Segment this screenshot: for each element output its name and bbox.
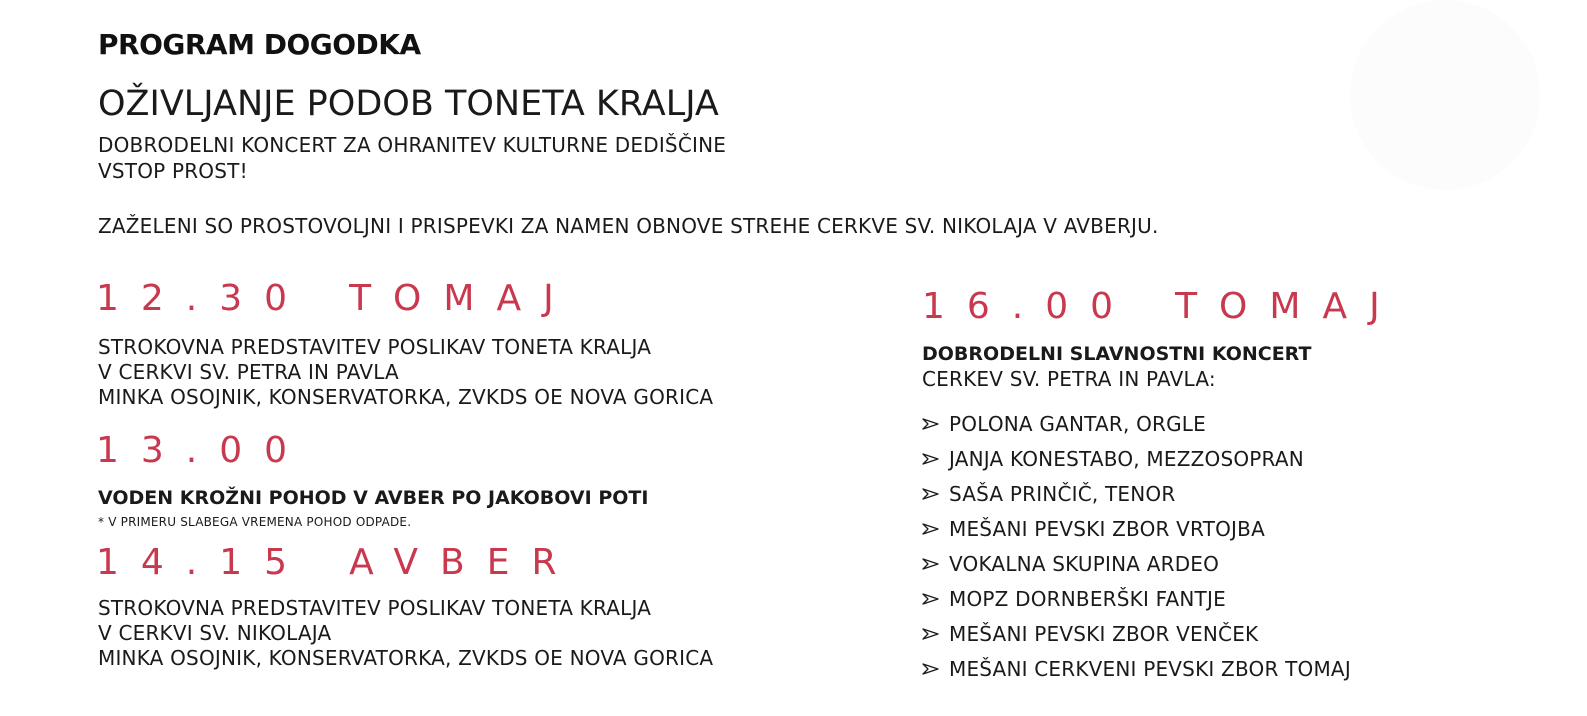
- performer-item: [922, 441, 1351, 476]
- schedule-heading: [922, 286, 1402, 327]
- bullet-arrow-icon: [922, 627, 940, 641]
- performer-name: MEŠANI PEVSKI ZBOR VRTOJBA: [949, 516, 1265, 541]
- concert-venue: CERKEV SV. PETRA IN PAVLA:: [922, 367, 1216, 391]
- entry-note: VSTOP PROST!: [98, 159, 248, 183]
- performer-item: [922, 616, 1351, 651]
- concert-title: DOBRODELNI SLAVNOSTNI KONCERT: [922, 343, 1312, 365]
- description-line: STROKOVNA PREDSTAVITEV POSLIKAV TONETA KRALJA: [98, 335, 652, 359]
- performer-list: [922, 406, 1351, 686]
- bullet-arrow-icon: [922, 592, 940, 606]
- bullet-arrow-icon: [922, 662, 940, 676]
- bullet-arrow-icon: [922, 522, 940, 536]
- event-title: OŽIVLJANJE PODOB TONETA KRALJA: [98, 84, 719, 124]
- performer-name: MEŠANI PEVSKI ZBOR VENČEK: [949, 621, 1259, 646]
- bullet-arrow-icon: [922, 487, 940, 501]
- program-label: PROGRAM DOGODKA: [98, 28, 421, 61]
- performer-item: [922, 581, 1351, 616]
- donation-text: ZAŽELENI SO PROSTOVOLJNI I PRISPEVKI ZA NAMEN OBNOVE STREHE CERKVE SV. NIKOLAJA V AVBERJU.: [98, 214, 1159, 238]
- schedule-heading: [96, 430, 309, 471]
- performer-name: POLONA GANTAR, ORGLE: [949, 411, 1206, 436]
- description-line: STROKOVNA PREDSTAVITEV POSLIKAV TONETA KRALJA: [98, 596, 652, 620]
- performer-item: [922, 406, 1351, 441]
- schedule-description: [98, 335, 713, 410]
- schedule-place: TOMAJ: [349, 278, 576, 319]
- schedule-heading: [96, 278, 576, 319]
- schedule-place: AVBER: [349, 542, 579, 583]
- description-line: V CERKVI SV. NIKOLAJA: [98, 621, 332, 645]
- weather-note: * V PRIMERU SLABEGA VREMENA POHOD ODPADE.: [98, 515, 412, 529]
- bullet-arrow-icon: [922, 417, 940, 431]
- schedule-time: 13.00: [96, 430, 310, 471]
- schedule-time: 14.15: [96, 542, 310, 583]
- subtitle: [98, 132, 726, 184]
- performer-item: [922, 651, 1351, 686]
- description-line: MINKA OSOJNIK, KONSERVATORKA, ZVKDS OE NOVA GORICA: [98, 646, 714, 670]
- schedule-place: TOMAJ: [1175, 286, 1402, 327]
- performer-item: [922, 476, 1351, 511]
- performer-name: MEŠANI CERKVENI PEVSKI ZBOR TOMAJ: [949, 656, 1351, 681]
- subtitle-line: DOBRODELNI KONCERT ZA OHRANITEV KULTURNE DEDIŠČINE: [98, 133, 727, 157]
- performer-name: MOPZ DORNBERŠKI FANTJE: [949, 586, 1226, 611]
- description-line: V CERKVI SV. PETRA IN PAVLA: [98, 360, 399, 384]
- schedule-time: 16.00: [922, 286, 1136, 327]
- bullet-arrow-icon: [922, 452, 940, 466]
- hike-title: VODEN KROŽNI POHOD V AVBER PO JAKOBOVI POTI: [98, 487, 649, 509]
- performer-name: JANJA KONESTABO, MEZZOSOPRAN: [949, 446, 1304, 471]
- bullet-arrow-icon: [922, 557, 940, 571]
- description-line: MINKA OSOJNIK, KONSERVATORKA, ZVKDS OE NOVA GORICA: [98, 385, 714, 409]
- schedule-heading: [96, 542, 578, 583]
- decorative-circle: [1350, 0, 1540, 190]
- schedule-description: [98, 596, 713, 671]
- performer-item: [922, 511, 1351, 546]
- performer-name: VOKALNA SKUPINA ARDEO: [949, 551, 1220, 576]
- performer-name: SAŠA PRINČIČ, TENOR: [949, 481, 1176, 506]
- schedule-time: 12.30: [96, 278, 310, 319]
- performer-item: [922, 546, 1351, 581]
